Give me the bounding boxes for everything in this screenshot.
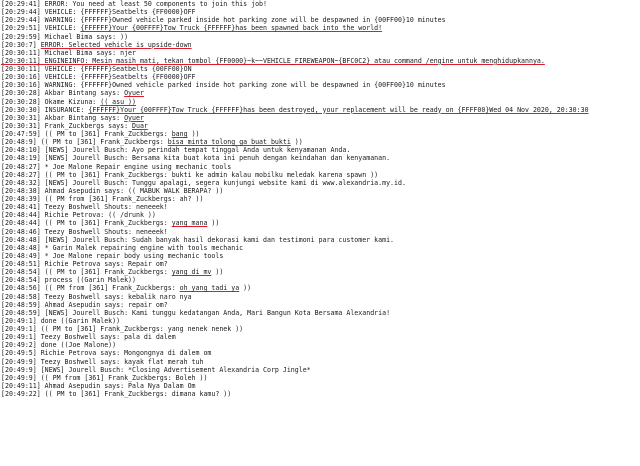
- chat-text: [20:48:48] [NEWS] Jourell Busch: Sudah banyak hasil dekorasi kami dan testimoni para customer kami.: [1, 235, 395, 244]
- chat-text: )): [211, 268, 224, 277]
- chat-line: [1, 33, 637, 41]
- highlighted-text: Oyuer: [124, 113, 144, 122]
- chat-line: [1, 65, 637, 73]
- chat-line: [1, 276, 637, 284]
- chat-text: [20:49:5] Richie Petrova says: Mongongnya di dalem om: [1, 349, 212, 358]
- chat-line: [1, 41, 637, 49]
- chat-text: [20:48:48] * Garin Malek repairing engine with tools mechanic: [1, 243, 244, 252]
- chat-line: [1, 163, 637, 171]
- highlighted-text: [20:30:11] ENGINEINFO: Mesin masih mati, tekan tombol {FF0000}~k~~VEHICLE_FIREWEAPON~{BFC0C2} atau command /engine untuk menghidupkannya.: [1, 56, 545, 65]
- chat-line: [1, 106, 637, 114]
- highlighted-text: Oyuer: [124, 89, 144, 98]
- chat-text: [20:48:44] Richie Petrova: (( /drunk )): [1, 211, 156, 220]
- highlighted-text: oh yang tadi ya: [179, 284, 240, 293]
- chat-text: [20:48:56] (( PM from [361] Frank_Zuckbergs:: [1, 284, 180, 293]
- chat-line: [1, 179, 637, 187]
- chat-line: [1, 146, 637, 154]
- highlighted-text: yang di mv: [171, 268, 212, 277]
- chat-text: [20:49:9] [NEWS] Jourell Busch: *Closing Advertisement Alexandria Corp Jingle*: [1, 365, 311, 374]
- chat-text: [20:30:28] Okame Kizuna:: [1, 97, 101, 106]
- chat-line: [1, 73, 637, 81]
- chat-text: [20:48:38] Ahmad Asepudin says: (( MABUK WALK BERAPA? )): [1, 186, 224, 195]
- chat-text: [20:48:32] [NEWS] Jourell Busch: Tunggu apalagi, segera kunjungi website kami di www.alexandria.my.id.: [1, 178, 406, 187]
- chat-text: [20:30:11] Michael Bima says: njer: [1, 48, 136, 57]
- chat-text: [20:48:59] Ahmad Asepudin says: repair om?: [1, 300, 168, 309]
- chat-text: [20:30:31] Frank_Zuckbergs says:: [1, 121, 133, 130]
- chat-line: [1, 358, 637, 366]
- chat-line: [1, 219, 637, 227]
- chat-line: [1, 16, 637, 24]
- chat-line: [1, 171, 637, 179]
- chat-line: [1, 382, 637, 390]
- chat-line: [1, 260, 637, 268]
- chat-text: [20:49:1] (( PM to [361] Frank_Zuckbergs: yang nenek nenek )): [1, 325, 244, 333]
- chat-line: [1, 98, 637, 106]
- chat-text: [20:30:31] Akbar Bintang says:: [1, 113, 125, 122]
- chat-line: [1, 114, 637, 122]
- chat-text: [20:48:49] * Joe Malone repair body using mechanic tools: [1, 251, 224, 260]
- chat-text: [20:29:51] VEHICLE:: [1, 24, 81, 33]
- chat-line: [1, 293, 637, 301]
- highlighted-text: bisa minta tolong ga buat bukti: [167, 138, 291, 147]
- chat-line: [1, 122, 637, 130]
- chat-line: [1, 138, 637, 146]
- highlighted-text: Duar: [132, 121, 148, 130]
- chat-line: [1, 244, 637, 252]
- chat-log: [1, 0, 637, 414]
- chat-line: [1, 390, 637, 398]
- chat-text: [20:30:16] VEHICLE: {FFFFFF}Seatbelts {FF0000}OFF: [1, 73, 196, 82]
- highlighted-text: ERROR: Selected vehicle is upside-down: [40, 40, 192, 49]
- chat-text: [20:30:28] Akbar Bintang says:: [1, 89, 125, 98]
- chat-line: [1, 349, 637, 357]
- chat-text: [20:29:41] ERROR: You need at least 50 components to join this job!: [1, 0, 267, 8]
- chat-line: [1, 211, 637, 219]
- chat-text: [20:49:9] (( PM from [361] Frank_Zuckbergs: Boleh )): [1, 373, 208, 382]
- highlighted-text: yang mana: [171, 219, 208, 228]
- chat-text: [20:48:58] Teezy Boshwell says: kebalik naro nya: [1, 292, 192, 301]
- chat-line: [1, 8, 637, 16]
- chat-text: [20:30:7]: [1, 40, 41, 49]
- chat-text: [20:48:27] (( PM to [361] Frank_Zuckbergs: bukti ke admin kalau mobilku meledak karena spawn )): [1, 170, 379, 179]
- chat-line: [1, 317, 637, 325]
- chat-line: [1, 57, 637, 65]
- chat-line: [1, 89, 637, 97]
- chat-line: [1, 0, 637, 8]
- chat-line: [1, 284, 637, 292]
- chat-text: [20:49:22] (( PM to [361] Frank_Zuckbergs: dimana kamu? )): [1, 390, 232, 398]
- chat-text: [20:49:2] done ((Joe Malone)): [1, 341, 117, 350]
- chat-line: [1, 81, 637, 89]
- chat-text: [20:49:9] Teezy Boshwell says: kayak flat merah tuh: [1, 357, 204, 366]
- chat-text: [20:48:41] Teezy Boshwell Shouts: neneeek!: [1, 203, 168, 212]
- chat-line: [1, 374, 637, 382]
- chat-text: [20:29:59] Michael Bima says: )): [1, 32, 129, 41]
- chat-text: [20:48:9] (( PM to [361] Frank_Zuckbergs:: [1, 138, 168, 147]
- chat-line: [1, 325, 637, 333]
- chat-text: [20:49:11] Ahmad Asepudin says: Pala Nya Dalam Om: [1, 381, 196, 390]
- chat-text: [20:30:30] INSURANCE:: [1, 105, 89, 114]
- chat-line: [1, 130, 637, 138]
- chat-line: [1, 252, 637, 260]
- chat-text: [20:48:19] [NEWS] Jourell Busch: Bersama kita buat kota ini penuh dengan keindahan dan kenyamanan.: [1, 154, 391, 163]
- chat-line: [1, 333, 637, 341]
- chat-text: [20:29:44] VEHICLE: {FFFFFF}Seatbelts {FF0000}OFF: [1, 8, 196, 17]
- chat-line: [1, 203, 637, 211]
- chat-text: )): [207, 219, 220, 228]
- highlighted-text: {FFFFFF}Your {00FFFF}Tow Truck {FFFFFF}has been destroyed, your replacement will be ready on {FFFF00}Wed 04 Nov 2020, 20:30:30: [88, 105, 589, 114]
- chat-line: [1, 195, 637, 203]
- chat-text: [20:48:51] Richie Petrova says: Repair om?: [1, 260, 168, 268]
- highlighted-text: (( asu )): [100, 97, 136, 106]
- chat-line: [1, 49, 637, 57]
- chat-line: [1, 154, 637, 162]
- chat-text: [20:48:46] Teezy Boshwell Shouts: neneeek!: [1, 227, 168, 236]
- chat-line: [1, 187, 637, 195]
- chat-line: [1, 366, 637, 374]
- chat-text: [20:48:54] (( PM to [361] Frank_Zuckbergs:: [1, 268, 172, 277]
- chat-text: [20:48:10] [NEWS] Jourell Busch: Ayo perindah tempat tinggal Anda untuk kenyamanan Anda.: [1, 146, 351, 155]
- chat-line: [1, 228, 637, 236]
- chat-text: [20:48:39] (( PM from [361] Frank_Zuckbergs: ah? )): [1, 195, 204, 203]
- chat-line: [1, 341, 637, 349]
- chat-line: [1, 24, 637, 32]
- chat-line: [1, 309, 637, 317]
- chat-text: [20:49:1] done ((Garin Malek)): [1, 316, 121, 325]
- highlighted-text: bang: [171, 130, 188, 138]
- chat-line: [1, 301, 637, 309]
- chat-text: [20:48:59] [NEWS] Jourell Busch: Kami tunggu kedatangan Anda, Mari Bangun Kota Bersama Alexandria!: [1, 308, 391, 317]
- chat-line: [1, 268, 637, 276]
- chat-text: [20:30:11] VEHICLE: {FFFFFF}Seatbelts {00FF00}ON: [1, 65, 192, 73]
- chat-text: [20:29:44] WARNING: {FFFFFF}Owned vehicle parked inside hot parking zone will be despawned in {00FF00}10 minutes: [1, 16, 446, 25]
- chat-text: [20:30:16] WARNING: {FFFFFF}Owned vehicle parked inside hot parking zone will be despawned in {00FF00}10 minutes: [1, 81, 446, 90]
- chat-text: [20:49:1] Teezy Boshwell says: pala di dalem: [1, 333, 176, 342]
- highlighted-text: {FFFFFF}Your {00FFFF}Tow Truck {FFFFFF}has been spawned back into the world!: [80, 24, 383, 33]
- chat-text: [20:48:44] (( PM to [361] Frank_Zuckbergs:: [1, 219, 172, 228]
- chat-line: [1, 236, 637, 244]
- chat-text: [20:48:54] process ((Garin Malek)): [1, 276, 136, 285]
- chat-text: [20:48:27] * Joe Malone Repair engine using mechanic tools: [1, 162, 232, 171]
- chat-text: )): [290, 138, 303, 147]
- chat-text: )): [187, 130, 200, 138]
- chat-text: [20:47:59] (( PM to [361] Frank_Zuckbergs:: [1, 130, 172, 138]
- chat-text: )): [239, 284, 252, 293]
